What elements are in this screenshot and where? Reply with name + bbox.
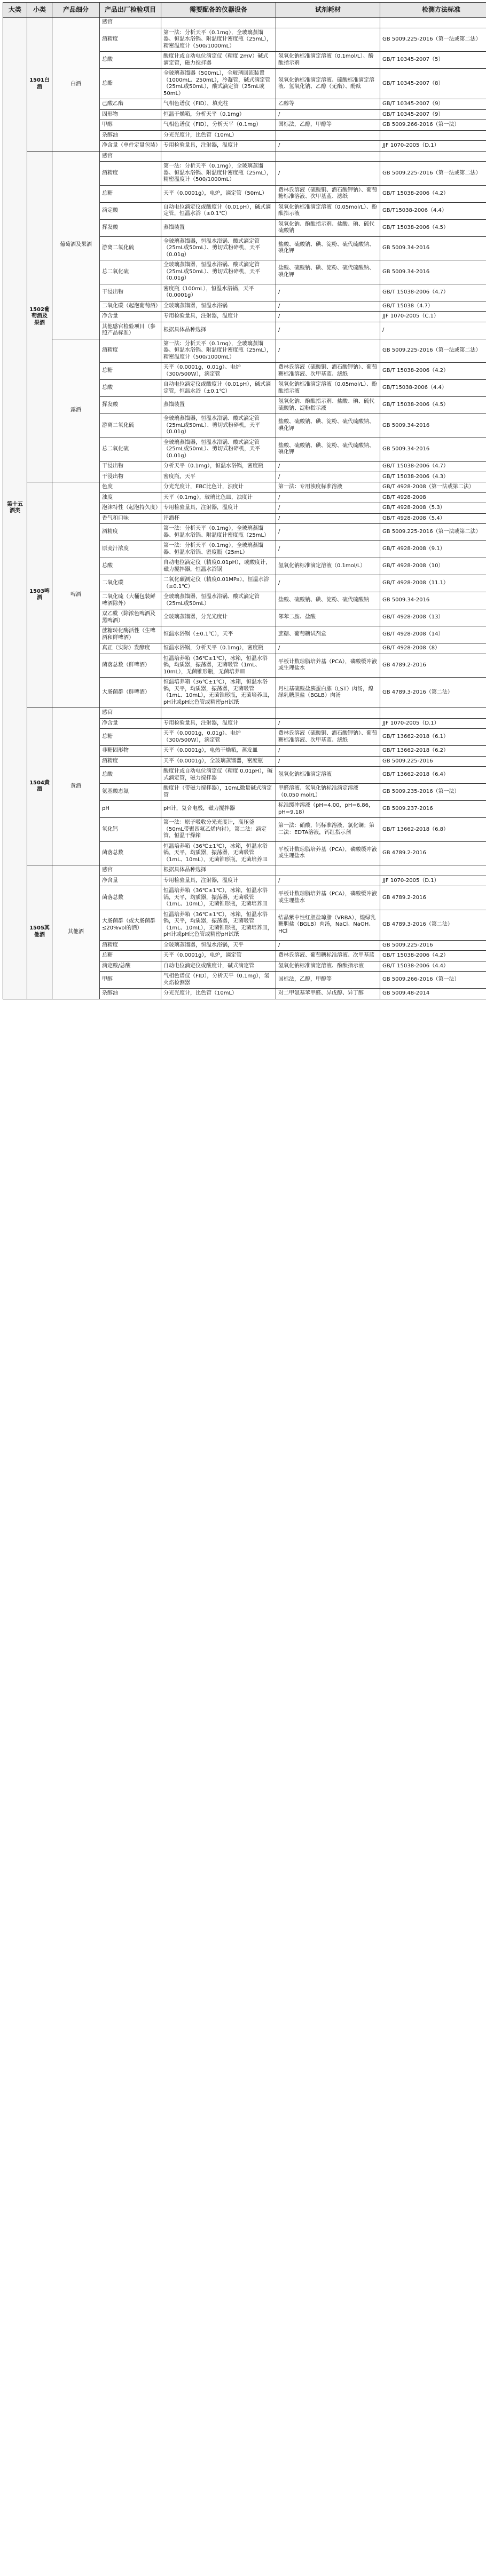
instrument-cell: 全玻璃蒸馏器，分光光度计 xyxy=(161,609,276,626)
instrument-cell: 气相色谱仪（FID），分析天平（0.1mg），氢火焰检测器 xyxy=(161,972,276,989)
reagent-cell xyxy=(276,28,380,52)
subcategory-cell: 黄酒 xyxy=(52,708,100,865)
minor-category-cell: 1505其他酒 xyxy=(27,865,52,999)
reagent-cell: / xyxy=(276,513,380,524)
inspection-item-cell: 挥发酸 xyxy=(100,219,161,236)
reagent-cell: 氢氧化钠、酚酞指示剂、盐酸、碘、硫代硫酸钠、淀粉指示液 xyxy=(276,397,380,414)
reagent-cell: 盐酸、硫酸钠、碘、淀粉、硫代硫酸钠 xyxy=(276,592,380,609)
instrument-cell: 自动电位滴定仪或酸度计（0.01pH），碱式滴定管，恒温水浴（±0.1℃） xyxy=(161,202,276,219)
inspection-item-cell: 杂醇油 xyxy=(100,130,161,141)
reagent-cell: 氢氧化钠标准滴定溶液（0.1mol/L）、酚酞指示剂 xyxy=(276,52,380,69)
standard-cell: GB/T 4928-2008（14） xyxy=(380,626,486,643)
reagent-cell: 费林氏溶液（硫酸铜、酒石酸钾钠）、葡萄糖标准溶液、次甲基蓝、滤纸 xyxy=(276,363,380,380)
reagent-cell: 甲醛溶液、氢氧化钠标准滴定溶液（0.050 mol/L） xyxy=(276,784,380,801)
instrument-cell: 二氧化碳测定仪（精度0.01MPa），恒温水浴（±0.1℃） xyxy=(161,575,276,592)
table-row xyxy=(3,482,486,493)
standard-cell: GB 4789.3-2016（第二法） xyxy=(380,910,486,940)
standard-cell: GB/T 13662-2018（6.2） xyxy=(380,746,486,757)
standard-cell: JJF 1070-2005（D.1） xyxy=(380,718,486,729)
inspection-item-cell: 滴定酸 xyxy=(100,202,161,219)
inspection-item-cell: 浊度 xyxy=(100,492,161,503)
standard-cell: JJF 1070-2005（C.1） xyxy=(380,312,486,322)
inspection-item-cell: 滴定酸/总酸 xyxy=(100,961,161,972)
reagent-cell xyxy=(276,18,380,28)
instrument-cell: 第一法：分析天平（0.1mg），全玻璃蒸馏器、恒温水浴锅、密度瓶（25mL） xyxy=(161,541,276,558)
standard-cell: GB 4789.2-2016 xyxy=(380,654,486,678)
inspection-item-cell: 菌落总数（鲜啤酒） xyxy=(100,654,161,678)
standard-cell: GB/T 13662-2018（6.1） xyxy=(380,729,486,746)
instrument-cell: 分析天平（0.1mg），恒温水浴锅，密度瓶 xyxy=(161,462,276,472)
reagent-cell: 氢氧化钠标准滴定溶液（0.05mol/L）、酚酞指示液 xyxy=(276,380,380,397)
standard-cell: GB/T 15038（4.7） xyxy=(380,301,486,312)
inspection-item-cell: 酒精度 xyxy=(100,524,161,541)
reagent-cell xyxy=(276,130,380,141)
standard-cell: JJF 1070-2005（D.1） xyxy=(380,876,486,886)
instrument-cell: 分光光度计，比色管（10mL） xyxy=(161,130,276,141)
inspection-item-cell: 菌落总数 xyxy=(100,886,161,910)
inspection-item-cell: 酒精度 xyxy=(100,940,161,951)
reagent-cell: 标准缓冲溶液（pH=4.00，pH=6.86，pH=9.18） xyxy=(276,801,380,818)
reagent-cell: / xyxy=(276,718,380,729)
header-major: 大类 xyxy=(3,3,27,18)
reagent-cell: 平板计数琼脂培养基（PCA），磷酸缓冲液或生理盐水 xyxy=(276,654,380,678)
reagent-cell: 月桂基硫酸盐胰蛋白胨（LST）肉汤，煌绿乳糖胆盐（BGLB）肉汤 xyxy=(276,678,380,708)
instrument-cell: 第一法：分析天平（0.1mg），全玻璃蒸馏器、恒温水浴锅、附温度计密度瓶（25mL），精密温度计（500/1000mL） xyxy=(161,339,276,363)
standard-cell: GB 5009.34-2016 xyxy=(380,414,486,438)
instrument-cell: 天平（0.0001g，0.01g）、电炉（300/500W），滴定管 xyxy=(161,729,276,746)
standard-cell: GB/T 15038-2006（4.4） xyxy=(380,961,486,972)
reagent-cell: / xyxy=(276,575,380,592)
inspection-item-cell: 酒精度 xyxy=(100,339,161,363)
instrument-cell: 根据具体品种选择 xyxy=(161,865,276,876)
reagent-cell: 氢氧化钠、酚酞指示剂、盐酸、碘、硫代硫酸钠 xyxy=(276,219,380,236)
subcategory-cell: 其他酒 xyxy=(52,865,100,999)
reagent-cell: 平板计数琼脂培养基（PCA），磷酸缓冲液或生理盐水 xyxy=(276,841,380,865)
reagent-cell: / xyxy=(276,524,380,541)
inspection-item-cell: 总酸 xyxy=(100,558,161,575)
instrument-cell: 酸度计或自动电位滴定仪（精度 2mV）碱式滴定管，磁力搅拌器 xyxy=(161,52,276,69)
standard-cell: JJF 1070-2005（D.1） xyxy=(380,141,486,152)
reagent-cell: 结晶紫中性红胆盐琼脂（VRBA），煌绿乳糖胆盐（BGLB）肉汤，NaCl、NaOH、HCl xyxy=(276,910,380,940)
standard-cell: GB 5009.235-2016（第一法） xyxy=(380,784,486,801)
reagent-cell: / xyxy=(276,643,380,654)
instrument-cell: 第一法：分析天平（0.1mg），全玻璃蒸馏器、恒温水浴锅、附温度计密度瓶（25mL），精密温度计（500/1000mL） xyxy=(161,162,276,186)
inspection-item-cell: 酒精度 xyxy=(100,756,161,767)
inspection-item-cell: 干浸出物 xyxy=(100,472,161,482)
instrument-cell: 恒温干燥箱，分析天平（0.1mg） xyxy=(161,109,276,120)
inspection-item-cell: 干浸出物 xyxy=(100,462,161,472)
standard-cell: GB 4789.2-2016 xyxy=(380,886,486,910)
header-reagents: 试剂耗材 xyxy=(276,3,380,18)
inspection-item-cell: 氨基酸态氮 xyxy=(100,784,161,801)
standard-cell: GB/T 4928-2008（第一法或第二法） xyxy=(380,482,486,493)
instrument-cell: 天平（0.0001g），电炉，滴定管（50mL） xyxy=(161,185,276,202)
inspection-item-cell: 菌落总数 xyxy=(100,841,161,865)
inspection-item-cell: 游离二氧化硫 xyxy=(100,236,161,260)
standard-cell: GB 5009.266-2016（第一法） xyxy=(380,972,486,989)
inspection-item-cell: 蔗糖转化酶活性（生啤酒和鲜啤酒） xyxy=(100,626,161,643)
instrument-cell: 全玻璃蒸馏器，恒温水浴锅、酸式滴定管（25mL或50mL）、剪切式粉碎机，天平（0.01g） xyxy=(161,260,276,284)
inspection-item-cell: 游离二氧化硫 xyxy=(100,414,161,438)
table-row xyxy=(3,18,486,28)
inspection-item-cell: 真正（实际）发酵度 xyxy=(100,643,161,654)
inspection-item-cell: 大肠菌群（或大肠菌群≤20%vol的酒） xyxy=(100,910,161,940)
standard-cell: GB 5009.225-2016（第一法或第二法） xyxy=(380,28,486,52)
instrument-cell: 全玻璃蒸馏器，恒温水浴锅、酸式滴定管（25mL或50mL）、剪切式粉碎机，天平（0.01g） xyxy=(161,438,276,462)
reagent-cell: 费林氏溶液（硫酸铜、酒石酸钾钠）、葡萄糖标准溶液、次甲基蓝、滤纸 xyxy=(276,729,380,746)
standard-cell: GB 5009.48-2014 xyxy=(380,989,486,999)
major-category-cell: 第十五酒类 xyxy=(3,18,27,999)
inspection-item-cell: 感官 xyxy=(100,865,161,876)
reagent-cell: 费林氏溶液、葡萄糖标准溶液、次甲基蓝 xyxy=(276,951,380,961)
inspection-item-cell: 挥发酸 xyxy=(100,397,161,414)
instrument-cell: 分光光度计，比色管（10mL） xyxy=(161,989,276,999)
standard-cell: GB/T15038-2006（4.4） xyxy=(380,202,486,219)
inspection-item-cell: pH xyxy=(100,801,161,818)
standard-cell: GB 5009.225-2016（第一法或第二法） xyxy=(380,524,486,541)
standard-cell: GB 5009.225-2016（第一法或第二法） xyxy=(380,339,486,363)
inspection-item-cell: 甲醇 xyxy=(100,972,161,989)
inspection-item-cell: 非糖固形物 xyxy=(100,746,161,757)
inspection-item-cell: 香气和口味 xyxy=(100,513,161,524)
reagent-cell: 氢氧化钠标准滴定溶液、酚酞指示液 xyxy=(276,961,380,972)
instrument-cell xyxy=(161,708,276,719)
standard-cell: GB 5009.225-2016 xyxy=(380,756,486,767)
instrument-cell: 全玻璃蒸馏器（500mL），全玻璃回流装置（1000mL、250mL），冷凝管，碱式滴定管（25mL或50mL），酸式滴定管（25mL或50mL） xyxy=(161,69,276,99)
minor-category-cell: 1502葡萄酒及果酒 xyxy=(27,151,52,482)
instrument-cell xyxy=(161,151,276,162)
inspection-item-cell: 净含量（单件定量包装） xyxy=(100,141,161,152)
instrument-cell: 天平（0.1mg），玻璃比色皿，浊度计 xyxy=(161,492,276,503)
reagent-cell: / xyxy=(276,141,380,152)
reagent-cell: 蔗糖、葡萄糖试剂盒 xyxy=(276,626,380,643)
standard-cell xyxy=(380,151,486,162)
standard-cell: GB 5009.266-2016（第一法） xyxy=(380,120,486,131)
instrument-cell: 蒸馏装置 xyxy=(161,219,276,236)
inspection-item-cell: 净含量 xyxy=(100,312,161,322)
instrument-cell: 密度瓶，天平 xyxy=(161,472,276,482)
standard-cell: GB 5009.225-2016（第一法或第二法） xyxy=(380,162,486,186)
instrument-cell xyxy=(161,18,276,28)
inspection-item-cell: 净含量 xyxy=(100,876,161,886)
reagent-cell: / xyxy=(276,876,380,886)
standard-cell: GB/T 15038-2006（4.2） xyxy=(380,185,486,202)
header-instruments: 需要配备的仪器设备 xyxy=(161,3,276,18)
reagent-cell: / xyxy=(276,541,380,558)
standard-cell xyxy=(380,708,486,719)
instrument-cell: 第一法：分析天平（0.1mg），全玻璃蒸馏器、恒温水浴锅、附温度计密度瓶（25mL） xyxy=(161,524,276,541)
instrument-cell: 天平（0.0001g），电热干燥箱，蒸发皿 xyxy=(161,746,276,757)
reagent-cell: 乙醇等 xyxy=(276,99,380,110)
standard-cell: GB 4789.2-2016 xyxy=(380,841,486,865)
inspection-item-cell: 己酸乙酯 xyxy=(100,99,161,110)
inspection-item-cell: 总二氧化硫 xyxy=(100,438,161,462)
instrument-cell: 天平（0.0001g，0.01g）、电炉（300/500W），滴定管 xyxy=(161,363,276,380)
table-row xyxy=(3,339,486,363)
standard-cell: GB/T 15038-2006（4.2） xyxy=(380,951,486,961)
instrument-cell: 恒温培养箱（36℃±1℃），冰箱，恒温水浴锅，天平，均质器，振荡器，无菌吸管（1mL、10mL），无菌锥形瓶，无菌培养皿 xyxy=(161,886,276,910)
inspection-item-cell: 氧化钙 xyxy=(100,818,161,842)
inspection-item-cell: 总糖 xyxy=(100,729,161,746)
reagent-cell: 氢氧化钠标准滴定溶液（0.1mol/L） xyxy=(276,558,380,575)
standard-cell: GB/T 13662-2018（6.4） xyxy=(380,767,486,784)
reagent-cell: 邻苯二胺、盐酸 xyxy=(276,609,380,626)
inspection-item-cell: 酒精度 xyxy=(100,162,161,186)
instrument-cell: 专用检验量具，注射器，温度计 xyxy=(161,312,276,322)
inspection-item-cell: 固形物 xyxy=(100,109,161,120)
reagent-cell: / xyxy=(276,472,380,482)
standard-cell: GB/T 13662-2018（6.8） xyxy=(380,818,486,842)
standard-cell: GB/T 15038-2006（4.5） xyxy=(380,219,486,236)
header-item: 产品出厂检验项目 xyxy=(100,3,161,18)
standard-cell: GB/T 4928-2008（5.3） xyxy=(380,503,486,514)
standard-cell: GB/T 4928-2008（5.4） xyxy=(380,513,486,524)
reagent-cell: 国标法，乙醇，甲醇等 xyxy=(276,972,380,989)
standard-cell: GB 5009.237-2016 xyxy=(380,801,486,818)
instrument-cell: 专用检验量具，注射器，温度计 xyxy=(161,718,276,729)
reagent-cell: 对二甲氨基苯甲醛、异戊醇、异丁醇 xyxy=(276,989,380,999)
inspection-item-cell: 总酸 xyxy=(100,380,161,397)
instrument-cell: 全玻璃蒸馏器，恒温水浴锅，天平 xyxy=(161,940,276,951)
instrument-cell: 密度瓶（100mL），恒温水浴锅，天平（0.0001g） xyxy=(161,284,276,301)
instrument-cell: 自动电位滴定仪或酸度计（0.01pH），碱式滴定管，恒温水浴（±0.1℃） xyxy=(161,380,276,397)
table-body xyxy=(3,18,486,999)
inspection-item-cell: 泡沫特性（起泡持久度） xyxy=(100,503,161,514)
reagent-cell: / xyxy=(276,322,380,339)
standard-cell: GB 5009.34-2016 xyxy=(380,260,486,284)
reagent-cell: / xyxy=(276,109,380,120)
standard-cell: GB/T15038-2006（4.4） xyxy=(380,380,486,397)
reagent-cell: / xyxy=(276,339,380,363)
standard-cell: GB 5009.34-2016 xyxy=(380,236,486,260)
reagent-cell: 盐酸、硫酸钠、碘、淀粉、硫代硫酸钠、碘化钾 xyxy=(276,236,380,260)
reagent-cell: / xyxy=(276,301,380,312)
standard-cell xyxy=(380,18,486,28)
inspection-item-cell: 双乙酰（除浓色啤酒及黑啤酒） xyxy=(100,609,161,626)
inspection-item-cell: 总糖 xyxy=(100,185,161,202)
inspection-item-cell: 总酸 xyxy=(100,767,161,784)
reagent-cell: / xyxy=(276,492,380,503)
inspection-item-cell: 净含量 xyxy=(100,718,161,729)
reagent-cell: 盐酸、硫酸钠、碘、淀粉、硫代硫酸钠、碘化钾 xyxy=(276,260,380,284)
reagent-cell: 盐酸、硫酸钠、碘、淀粉、硫代硫酸钠、碘化钾 xyxy=(276,414,380,438)
inspection-item-cell: 总糖 xyxy=(100,951,161,961)
instrument-cell: 天平（0.0001g），电炉，滴定管 xyxy=(161,951,276,961)
standard-cell: GB/T 4928-2008（9.1） xyxy=(380,541,486,558)
subcategory-cell: 白酒 xyxy=(52,18,100,152)
inspection-item-cell: 其他感官检验项目（参照产品标准） xyxy=(100,322,161,339)
standard-cell: GB/T 10345-2007（5） xyxy=(380,52,486,69)
instrument-cell: 恒温水浴锅，分析天平（0.1mg），密度瓶 xyxy=(161,643,276,654)
standard-cell: GB/T 15038-2006（4.7） xyxy=(380,462,486,472)
inspection-item-cell: 二氧化硫（大桶包装鲜啤酒除外） xyxy=(100,592,161,609)
instrument-cell: 自动电位滴定仪或酸度计，碱式滴定管 xyxy=(161,961,276,972)
minor-category-cell: 1503啤酒 xyxy=(27,482,52,708)
standard-cell: GB/T 4928-2008（8） xyxy=(380,643,486,654)
inspection-table xyxy=(3,2,486,999)
reagent-cell: 氢氧化钠标准滴定溶液 xyxy=(276,767,380,784)
standard-cell: GB/T 4928-2008（13） xyxy=(380,609,486,626)
instrument-cell: 全玻璃蒸馏器，恒温水浴锅、酸式滴定管（25mL或50mL） xyxy=(161,592,276,609)
standard-cell: GB 5009.34-2016 xyxy=(380,592,486,609)
standard-cell: GB/T 15038-2006（4.3） xyxy=(380,472,486,482)
instrument-cell: 天平（0.0001g），全玻璃蒸馏器，密度瓶 xyxy=(161,756,276,767)
header-standard: 检测方法标准 xyxy=(380,3,486,18)
instrument-cell: 酸度计（带磁力搅拌器），10mL微量碱式滴定管 xyxy=(161,784,276,801)
reagent-cell: / xyxy=(276,312,380,322)
standard-cell: GB/T 15038-2006（4.5） xyxy=(380,397,486,414)
instrument-cell: 第一法：分析天平（0.1mg），全玻璃蒸馏器、恒温水浴锅、附温度计密度瓶（25mL），精密温度计（500/1000mL） xyxy=(161,28,276,52)
header-subcategory: 产品细分 xyxy=(52,3,100,18)
table-row xyxy=(3,708,486,719)
instrument-cell: 第一法：原子吸收分光光度计，高压釜（50mL带聚四氟乙烯内衬），第二法：滴定管，恒温干燥箱 xyxy=(161,818,276,842)
inspection-item-cell: 感官 xyxy=(100,18,161,28)
instrument-cell: 恒温水浴锅（±0.1℃），天平 xyxy=(161,626,276,643)
inspection-item-cell: 原麦汁浓度 xyxy=(100,541,161,558)
standard-cell: GB/T 4928-2008（11.1） xyxy=(380,575,486,592)
reagent-cell: / xyxy=(276,756,380,767)
standard-cell xyxy=(380,130,486,141)
inspection-item-cell: 大肠菌群（鲜啤酒） xyxy=(100,678,161,708)
instrument-cell: 恒温培养箱（36℃±1℃），冰箱，恒温水浴锅，天平，均质器，振荡器，无菌吸管（1mL、10mL），无菌锥形瓶，无菌培养皿 xyxy=(161,841,276,865)
reagent-cell: / xyxy=(276,284,380,301)
instrument-cell: 全玻璃蒸馏器，恒温水浴锅 xyxy=(161,301,276,312)
inspection-item-cell: 总酯 xyxy=(100,69,161,99)
instrument-cell: 气相色谱仪（FID），填充柱 xyxy=(161,99,276,110)
standard-cell: GB 5009.225-2016 xyxy=(380,940,486,951)
instrument-cell: 全玻璃蒸馏器，恒温水浴锅、酸式滴定管（25mL或50mL）、剪切式粉碎机，天平（0.01g） xyxy=(161,414,276,438)
instrument-cell: 分光光度计，EBC比色计，浊度计 xyxy=(161,482,276,493)
instrument-cell: 全玻璃蒸馏器，恒温水浴锅、酸式滴定管（25mL或50mL）、剪切式粉碎机，天平（0.01g） xyxy=(161,236,276,260)
table-header-row xyxy=(3,3,486,18)
table-row xyxy=(3,865,486,876)
instrument-cell: pH计，复合电极，磁力搅拌器 xyxy=(161,801,276,818)
instrument-cell: 评酒杯 xyxy=(161,513,276,524)
inspection-item-cell: 二氧化碳 xyxy=(100,575,161,592)
standard-cell: GB/T 4928-2008（10） xyxy=(380,558,486,575)
reagent-cell: 氢氧化钠标准滴定溶液、硫酸标准滴定溶液、氢氧化钠、乙醇（无酯）、酚酞 xyxy=(276,69,380,99)
standard-cell: GB/T 15038-2006（4.2） xyxy=(380,363,486,380)
reagent-cell: / xyxy=(276,940,380,951)
standard-cell: GB 4789.3-2016（第二法） xyxy=(380,678,486,708)
instrument-cell: 恒温培养箱（36℃±1℃），冰箱，恒温水浴锅，天平，均质器，振荡器，无菌吸管（1mL、10mL），无菌锥形瓶，无菌培养皿，pH计或pH比色管或精密pH试纸 xyxy=(161,678,276,708)
standard-cell: GB/T 10345-2007（9） xyxy=(380,109,486,120)
instrument-cell: 自动电位滴定仪（精度0.01pH），或酸度计，磁力搅拌器，恒温水浴锅 xyxy=(161,558,276,575)
inspection-item-cell: 干浸出物 xyxy=(100,284,161,301)
reagent-cell: 盐酸、硫酸钠、碘、淀粉、硫代硫酸钠、碘化钾 xyxy=(276,438,380,462)
inspection-item-cell: 二氧化碳（起泡葡萄酒） xyxy=(100,301,161,312)
standard-cell: GB 5009.34-2016 xyxy=(380,438,486,462)
reagent-cell xyxy=(276,708,380,719)
instrument-cell: 恒温培养箱（36℃±1℃），冰箱，恒温水浴锅，天平，均质器，振荡器，无菌吸管（1mL、10mL），无菌锥形瓶，无菌培养皿，pH计或pH比色管或精密pH试纸 xyxy=(161,910,276,940)
inspection-item-cell: 感官 xyxy=(100,708,161,719)
instrument-cell: 根据具体品种选择 xyxy=(161,322,276,339)
reagent-cell: 国标法，乙醇，甲醇等 xyxy=(276,120,380,131)
reagent-cell: / xyxy=(276,462,380,472)
minor-category-cell: 1501白酒 xyxy=(27,18,52,152)
standard-cell: GB/T 10345-2007（8） xyxy=(380,69,486,99)
reagent-cell xyxy=(276,865,380,876)
inspection-item-cell: 感官 xyxy=(100,151,161,162)
subcategory-cell: 葡萄酒及果酒 xyxy=(52,151,100,339)
subcategory-cell: 露酒 xyxy=(52,339,100,482)
instrument-cell: 气相色谱仪（FID），分析天平（0.1mg） xyxy=(161,120,276,131)
minor-category-cell: 1504黄酒 xyxy=(27,708,52,865)
reagent-cell: 第一法：硝酸，钙标准溶液，氯化镧；第二法：EDTA溶液，钙红指示剂 xyxy=(276,818,380,842)
instrument-cell: 蒸馏装置 xyxy=(161,397,276,414)
reagent-cell: / xyxy=(276,162,380,186)
reagent-cell: 费林氏溶液（硫酸铜、酒石酸钾钠）、葡萄糖标准溶液、次甲基蓝、滤纸 xyxy=(276,185,380,202)
standard-cell: GB/T 10345-2007（9） xyxy=(380,99,486,110)
standard-cell: GB/T 4928-2008 xyxy=(380,492,486,503)
standard-cell xyxy=(380,865,486,876)
inspection-item-cell: 色度 xyxy=(100,482,161,493)
standard-cell: / xyxy=(380,322,486,339)
inspection-item-cell: 甲醇 xyxy=(100,120,161,131)
standard-cell: GB/T 15038-2006（4.7） xyxy=(380,284,486,301)
instrument-cell: 恒温培养箱（36℃±1℃），冰箱，恒温水浴锅，均质器，振荡器，无菌吸管（1mL、10mL），无菌锥形瓶，无菌培养皿 xyxy=(161,654,276,678)
table-row xyxy=(3,151,486,162)
inspection-item-cell: 总酸 xyxy=(100,52,161,69)
reagent-cell: 氢氧化钠标准滴定溶液（0.05mol/L）、酚酞指示液 xyxy=(276,202,380,219)
header-minor: 小类 xyxy=(27,3,52,18)
reagent-cell: 平板计数琼脂培养基（PCA），磷酸缓冲液或生理盐水 xyxy=(276,886,380,910)
reagent-cell: / xyxy=(276,746,380,757)
instrument-cell: 专用检验量具，注射器，温度计 xyxy=(161,503,276,514)
reagent-cell: / xyxy=(276,503,380,514)
inspection-item-cell: 总糖 xyxy=(100,363,161,380)
instrument-cell: 酸度计或自动电位滴定仪（精度 0.01pH），碱式滴定管，磁力搅拌器 xyxy=(161,767,276,784)
instrument-cell: 专用检验量具，注射器，温度计 xyxy=(161,876,276,886)
inspection-item-cell: 杂醇油 xyxy=(100,989,161,999)
reagent-cell: 第一法：专用浊度标准溶液 xyxy=(276,482,380,493)
reagent-cell xyxy=(276,151,380,162)
subcategory-cell: 啤酒 xyxy=(52,482,100,708)
instrument-cell: 专用检验量具，注射器，温度计 xyxy=(161,141,276,152)
inspection-item-cell: 总二氧化硫 xyxy=(100,260,161,284)
inspection-item-cell: 酒精度 xyxy=(100,28,161,52)
